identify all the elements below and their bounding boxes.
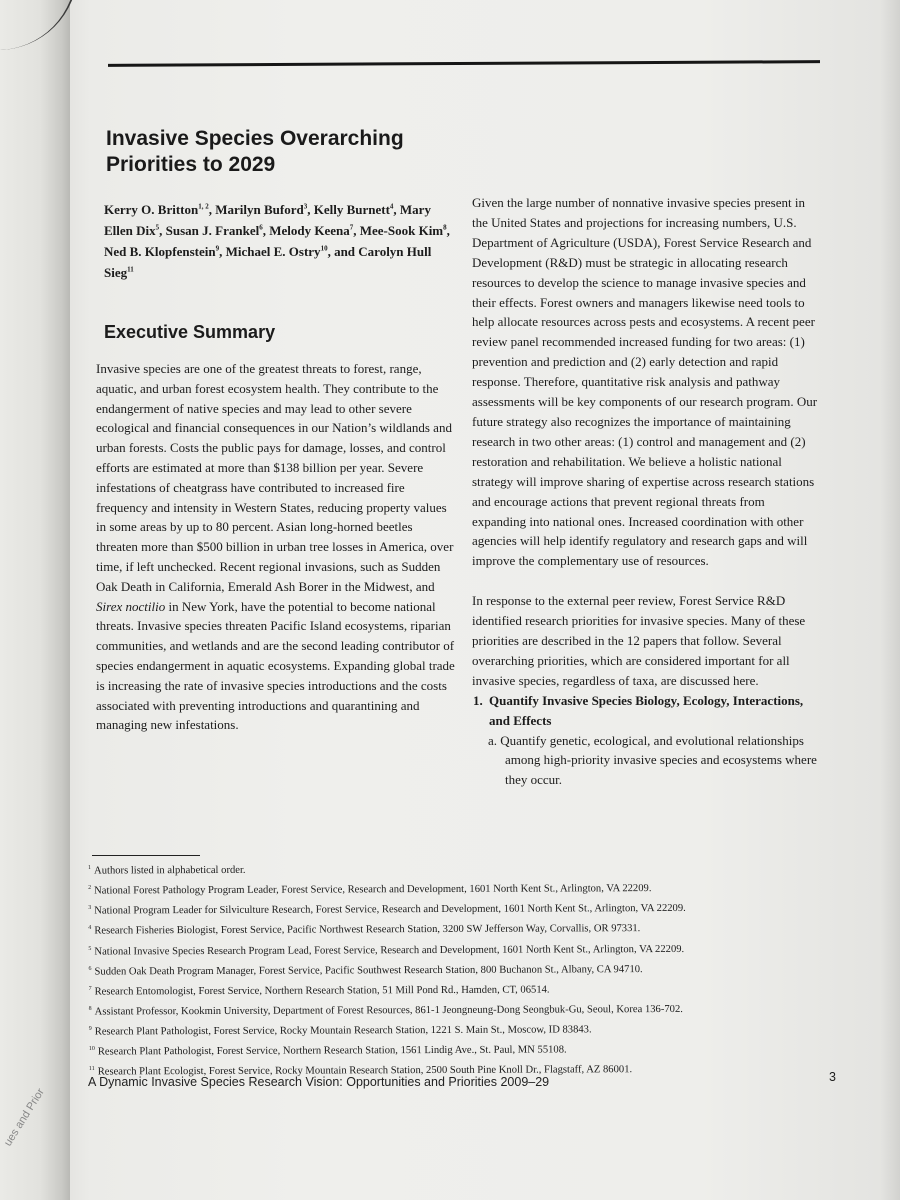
footnote-number: 8 [88,1005,92,1012]
author [104,202,215,217]
footnote [88,938,748,961]
footnote [88,917,748,940]
author-name: Susan J. Frankel [165,223,260,238]
author-separator: , [393,202,400,217]
footnote-text: Authors listed in alphabetical order. [94,864,246,877]
facing-page-edge-text: ues and Prior [2,1086,47,1149]
footnote-number: 6 [88,965,92,972]
right-paragraph-1: Given the large number of nonnative invasive species present in the United States and projections for increasing numbers, U.S. Department of Agriculture (USDA), Forest Service Research and Development (R&D) must be strategic in allocating research resources to develop the science to manage invasive species and their effects. Forest owners and managers likewise need tools to help allocate resources across pests and ecosystems. A recent peer review panel recommended increased funding for two areas: (1) prevention and prediction and (2) early detection and rapid response. Therefore, quantitative risk analysis and pathway assessments will be key components of our research program. Our future strategy also recognizes the importance of maintaining research in two other areas: (1) control and management and (2) restoration and rehabilitation. We believe a holistic national strategy will improve sharing of expertise across research stations and encourage actions that prevent regional threats from expanding into national ones. Increased coordination with other agencies will help identify regulatory and research gaps and will improve the complementary use of resources. [472,195,818,569]
author-affiliation-ref: 11 [127,265,134,274]
footnote [89,998,749,1021]
executive-summary-body [96,359,456,735]
author [226,244,334,259]
footnote-number: 3 [88,905,92,912]
footnote [88,877,748,900]
author-name: Marilyn Buford [215,202,304,217]
author [166,223,270,238]
author-list [104,199,454,283]
footnote-text: Research Plant Pathologist, Forest Service, Rocky Mountain Research Station, 1221 S. Main St., Moscow, ID 83843. [94,1024,592,1038]
author-separator: , [219,244,226,259]
author-separator: , [307,202,314,217]
book-gutter [0,0,70,1200]
author-affiliation-ref: 7 [349,223,354,232]
author-affiliation-ref: 3 [303,202,308,211]
summary-text-part1: Invasive species are one of the greatest threats to forest, range, aquatic, and urban forest ecosystem health. They contribute to the endangerment of native species and may lead to other severe ecological and financial consequences in our Nation’s wildlands and urban forests. Costs the public pays for damage, losses, and control efforts are estimated at more than $138 billion per year. Severe infestations of cheatgrass have contributed to increased fire frequency and intensity in Western States, reducing property values in some areas by up to 80 percent. Asian long-horned beetles threaten more than $500 billion in urban tree losses in America, over time, if left unchecked. Recent regional invasions, such as Sudden Oak Death in California, Emerald Ash Borer in the Midwest, and [96,361,454,594]
author-affiliation-ref: 4 [389,202,394,211]
footnote-text: National Program Leader for Silviculture Research, Forest Service, Research and Development, 1601 North Kent St., Arlington, VA 22209. [94,903,686,917]
author [314,202,400,217]
author-name: Michael E. Ostry [225,244,321,259]
author-affiliation-ref: 1, 2 [198,202,209,211]
executive-summary-heading: Executive Summary [104,322,276,342]
author-affiliation-ref: 8 [443,223,447,232]
footnote-number: 2 [88,885,92,892]
footnote-number: 10 [88,1046,95,1053]
page-number: 3 [829,1070,836,1084]
author-name: Mary Ellen Dix [104,202,431,238]
author-name: Kerry O. Britton [104,202,199,217]
footnote-number: 7 [88,985,92,992]
footnote-text: National Invasive Species Research Program Lead, Forest Service, Research and Development, 1601 North Kent St., Arlington, VA 22209. [94,943,685,958]
author-name: Ned B. Klopfenstein [104,244,216,259]
list-item-number: 1. [473,692,483,708]
author-name: Kelly Burnett [313,202,390,217]
page-title: Invasive Species Overarching Priorities to 2029 [106,127,404,176]
footnote-rule [92,855,200,856]
footnote-number: 11 [88,1066,95,1073]
footnote [88,897,748,920]
footnote-text: Research Fisheries Biologist, Forest Service, Pacific Northwest Research Station, 3200 SW Jefferson Way, Corvallis, OR 97331. [94,923,641,937]
author-affiliation-ref: 10 [320,244,328,253]
footnote-number: 9 [88,1025,92,1032]
author-separator: , [353,223,360,238]
footnote-text: Research Entomologist, Forest Service, Northern Research Station, 51 Mill Pond Rd., Hamden, CT, 06514. [94,984,550,998]
summary-text-part2: in New York, have the potential to become national threats. Invasive species threaten Pacific Island ecosystems, riparian communities, and wetlands and are the second leading contributor of species endangerment in aquatic ecosystems. Expanding global trade is increasing the rate of invasive species introductions and the costs associated with preventing introductions and quarantining and managing new infestations. [96,598,455,733]
footnote [88,857,748,880]
footnotes [88,857,749,1081]
author-name: Mee-Sook Kim [359,223,444,238]
author-separator: , [159,223,166,238]
footnote-text: National Forest Pathology Program Leader, Forest Service, Research and Development, 1601 North Kent St., Arlington, VA 22209. [94,883,652,897]
right-column [472,193,822,790]
author [215,202,313,217]
footnote-number: 5 [88,945,92,952]
summary-species-italic: Sirex noctilio [96,598,166,614]
author-separator: , [208,202,216,217]
right-paragraph-2: In response to the external peer review, Forest Service R&D identified research priorities for invasive species. Many of these priorities are described in the 12 papers that follow. Several overarching priorities, which are considered important for all invasive species, regardless of taxa, are discussed here. [472,593,806,688]
footnote-text: Sudden Oak Death Program Manager, Forest Service, Pacific Southwest Research Station, 800 Buchanon St., Albany, CA 94710. [94,963,643,978]
author-affiliation-ref: 6 [259,223,263,232]
author [269,223,360,238]
author-affiliation-ref: 9 [215,244,220,253]
footnote-text: Research Plant Pathologist, Forest Service, Northern Research Station, 1561 Lindig Ave., St. Paul, MN 55108. [97,1044,567,1058]
footnote-text: Research Plant Ecologist, Forest Service, Rocky Mountain Research Station, 2500 South Pine Knoll Dr., Flagstaff, AZ 86001. [97,1064,633,1078]
author-separator: , [327,244,335,259]
header-rule [108,60,820,67]
author-separator: , [446,223,450,238]
footnote-number: 1 [88,864,92,871]
priority-sub-item: a. Quantify genetic, ecological, and evolutional relationships among high-priority invasive species and ecosystems where they occur. [488,732,817,788]
running-footer-title: A Dynamic Invasive Species Research Vision: Opportunities and Priorities 2009–29 [88,1075,550,1089]
footnote-text: Assistant Professor, Kookmin University, Department of Forest Resources, 861-1 Jeongneung-Dong Seongbuk-Gu, Seoul, Korea 136-702. [94,1003,683,1018]
priority-list-item [472,691,822,731]
author-name: and Carolyn Hull Sieg [104,244,432,280]
footnote-number: 4 [88,925,92,932]
author-name: Melody Keena [269,223,350,238]
author-separator: , [262,223,270,238]
list-item-text: Quantify Invasive Species Biology, Ecology, Interactions, and Effects [489,692,804,728]
author [360,223,450,238]
author [104,244,226,259]
author-affiliation-ref: 5 [155,223,160,232]
